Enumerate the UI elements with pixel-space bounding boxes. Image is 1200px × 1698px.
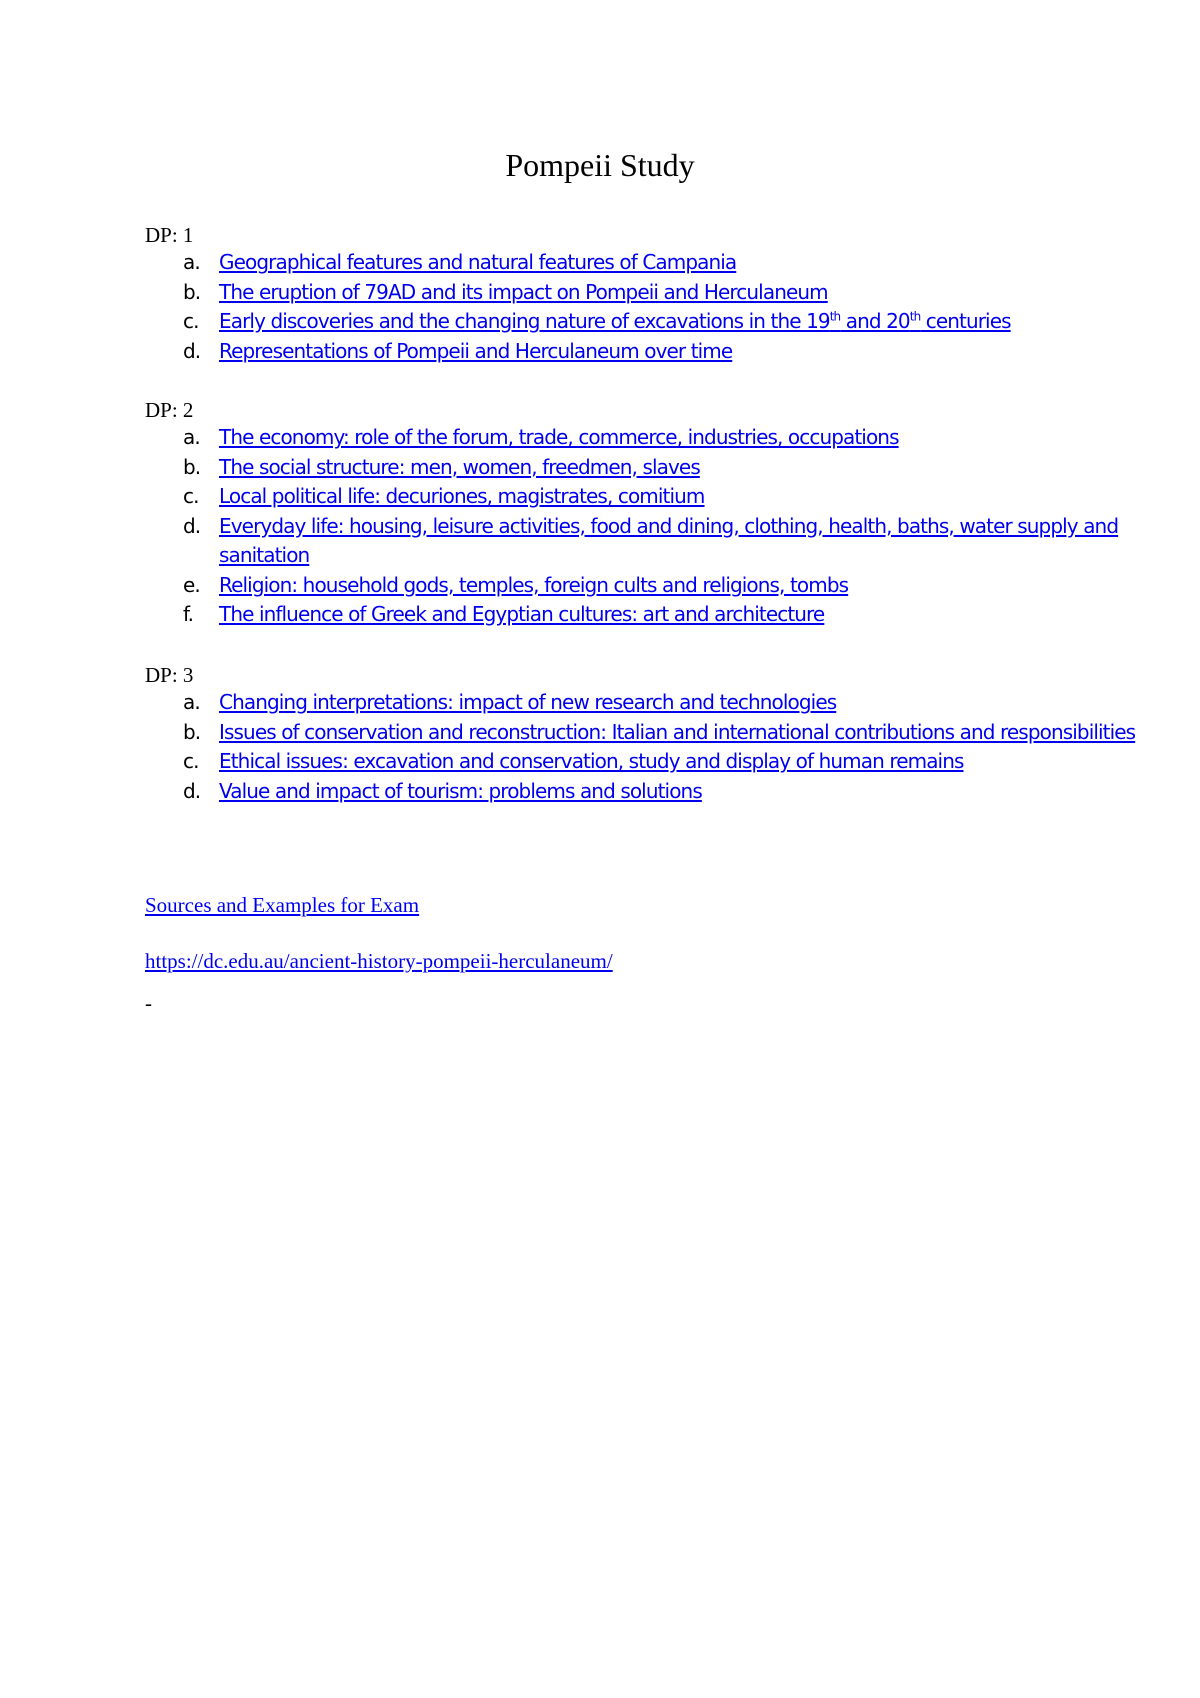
list-item [145,777,1145,807]
url-link[interactable]: https://dc.edu.au/ancient-history-pompeii-herculaneum/ [145,949,613,973]
list-marker: c. [183,309,199,333]
topic-link[interactable]: Geographical features and natural features of Campania [219,250,737,274]
link-text: and 20 [840,309,910,333]
section-dp3 [145,662,1145,806]
dash-text: - [145,991,152,1015]
list-marker: a. [183,690,200,714]
sources-link[interactable]: Sources and Examples for Exam [145,893,420,917]
topic-link[interactable] [219,309,1011,333]
link-text: centuries [920,309,1011,333]
list-item [145,307,1145,337]
section-dp1 [145,222,1145,366]
topic-list [145,423,1145,630]
topic-link[interactable]: Value and impact of tourism: problems and solutions [219,778,702,803]
list-marker: d. [183,778,201,803]
list-item [145,423,1145,453]
page-title: Pompeii Study [505,147,695,183]
topic-link[interactable]: Ethical issues: excavation and conservation, study and display of human remains [219,749,964,773]
topic-list [145,248,1145,366]
list-item [145,482,1145,512]
list-item [145,600,1145,630]
list-item [145,718,1199,748]
topic-link[interactable]: Everyday life: housing, leisure activities, food and dining, clothing, health, baths, water supply and sanitation [219,513,1119,567]
list-marker: f. [183,602,194,626]
list-item [145,453,1145,483]
section-label: DP: 1 [145,223,194,247]
list-item [145,688,1145,718]
list-marker: b. [183,454,201,479]
topic-link[interactable]: Representations of Pompeii and Herculaneum over time [219,338,733,363]
topic-list [145,688,1145,806]
section-label: DP: 3 [145,663,194,687]
superscript: th [909,309,921,324]
superscript: th [829,309,841,324]
list-marker: b. [183,279,201,304]
section-dp2 [145,397,1145,630]
topic-link[interactable]: Religion: household gods, temples, foreign cults and religions, tombs [219,572,849,597]
section-label: DP: 2 [145,398,194,422]
topic-link[interactable]: The social structure: men, women, freedmen, slaves [219,454,700,479]
list-marker: b. [183,719,201,744]
topic-link[interactable]: The economy: role of the forum, trade, commerce, industries, occupations [219,425,899,449]
list-marker: a. [183,425,200,449]
topic-link[interactable]: Issues of conservation and reconstruction: Italian and international contributions and responsibilities [219,719,1136,744]
list-marker: c. [183,749,199,773]
link-text: Early discoveries and the changing nature of excavations in the 19 [219,309,830,333]
list-marker: c. [183,484,199,508]
list-item [145,278,1145,308]
list-marker: d. [183,338,201,363]
list-item [145,337,1145,367]
topic-link[interactable]: The eruption of 79AD and its impact on Pompeii and Herculaneum [219,279,828,304]
list-item [145,512,1149,571]
topic-link[interactable]: Local political life: decuriones, magistrates, comitium [219,484,705,508]
list-marker: a. [183,250,200,274]
topic-link[interactable]: Changing interpretations: impact of new research and technologies [219,690,837,714]
list-item [145,571,1145,601]
list-marker: e. [183,572,200,597]
list-item [145,747,1145,777]
list-item [145,248,1145,278]
topic-link[interactable]: The influence of Greek and Egyptian cultures: art and architecture [219,602,825,626]
list-marker: d. [183,513,201,538]
